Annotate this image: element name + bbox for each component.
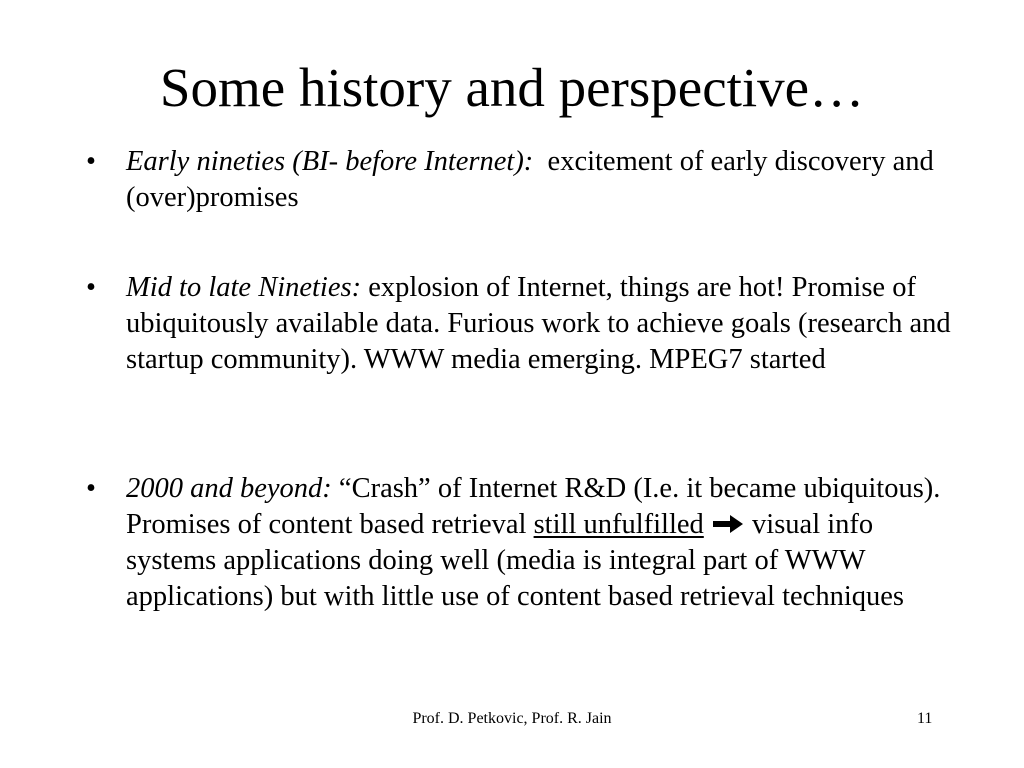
footer-authors: Prof. D. Petkovic, Prof. R. Jain — [412, 710, 612, 727]
page-number: 11 — [917, 710, 933, 727]
bullet-text: excitement of early discovery and (over)promises — [126, 146, 934, 213]
slide-title: Some history and perspective… — [159, 57, 865, 118]
bullet-text: visual info systems applications doing well (media is integral part of WWW applications) but with little use of content based retrieval techniques — [126, 509, 904, 612]
bullet-item — [86, 471, 956, 615]
bullet-item — [86, 270, 956, 378]
bullet-lead: Mid to late Nineties: — [126, 272, 362, 303]
bullet-body — [126, 270, 956, 378]
bullet-body — [126, 471, 956, 615]
bullet-marker: • — [86, 473, 96, 504]
arrow-right-icon — [711, 513, 745, 535]
bullet-body — [126, 144, 956, 216]
bullet-marker: • — [86, 272, 96, 303]
bullet-text: “Crash” of Internet R&D (I.e. it became ubiquitous). Promises of content based retrieval — [126, 473, 941, 540]
bullet-text: explosion of Internet, things are hot! Promise of ubiquitously available data. Furious work to achieve goals (research and startup community). WWW media emerging. MPEG7 started — [126, 272, 951, 375]
bullet-lead: Early nineties (BI- before Internet): — [126, 146, 534, 177]
bullet-item — [86, 144, 956, 216]
bullet-marker: • — [86, 146, 96, 177]
underlined-text: still unfulfilled — [533, 509, 704, 540]
bullet-lead: 2000 and beyond: — [126, 473, 332, 504]
